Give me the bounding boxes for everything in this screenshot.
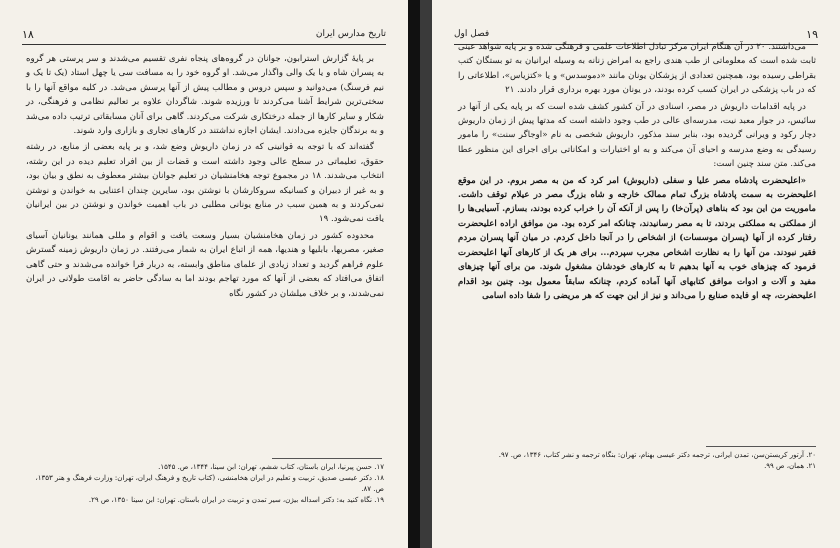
footnote: ۲۱. همان، ص ۹۹. xyxy=(764,462,816,470)
running-title: تاریخ مدارس ایران xyxy=(315,29,386,39)
left-book-page xyxy=(0,0,408,548)
paragraph: می‌داشتند. ۲۰ در آن هنگام ایران مرکز تبادل اطلاعات علمی و فرهنگی شده و بر پایه شواهد عینی ثابت شده است که معلوماتی از طب هندی راجع به امراض زنانه به وسیله ایرانیان به تو بستگان کتب بقراطی رسیده بود، همچنین تعدادی از پزشکان یونان مانند «دموسدس» و یا «کتزیاس»، اطلاعاتی را که در باب پزشکی در ایران کسب کرده بودند، در یونان مورد بهره برداری قرار دادند. ۲۱ xyxy=(458,42,816,96)
footnote: ۱۸. دکتر عیسی صدیق، تربیت و تعلیم در ایران هخامنشی، (کتاب تاریخ و فرهنگ ایران، تهران: وزارت فرهنگ و هنر ۱۳۵۳، ص. ۸۷. xyxy=(35,474,384,493)
footnote-rule xyxy=(272,458,382,459)
right-book-page xyxy=(432,0,840,548)
footnote-rule xyxy=(706,446,816,447)
footnotes xyxy=(26,462,384,506)
paragraph: در پایه اقدامات داریوش در مصر، اسنادی در آن کشور کشف شده است که بر پایه یکی از آنها در سائیس، در جوار معبد نیت، مدرسه‌ای عالی در طب وجود داشته است که مدتها پیش از زمان داریوش دچار رکود و ویرانی گردیده بود، بنابر سند مذکور، داریوش شخصی به نام «اوجاگر سنت» را مامور رسیدگی به وضع مدرسه و احیای آن می‌کند و به او اختیارات و امکاناتی برای اجرای این منظور عطا می‌کند. متن سند چنین است: xyxy=(458,101,816,170)
running-header xyxy=(22,28,386,44)
footnotes xyxy=(458,450,816,472)
running-title: فصل اول xyxy=(454,29,490,39)
quoted-document: «اعلیحضرت پادشاه مصر علیا و سفلی (داریوش) امر کرد که من به مصر بروم. در این موقع اعلیحضرت به سمت پادشاه بزرگ تمام ممالک خارجه و شاه بزرگ مصر در عیلام توقف داشت. ماموریت من این بود که بناهای (پرآن‌خا) را پس از آنکه آن را خراب کرده بودند، بسازم. آسیایی‌ها را از مملکتی به مملکتی بردند، تا به مصر رسانیدند، چنانکه امر کرده بود. من موافق اراده اعلیحضرت رفتار کرده از آنها (پسران موسسات) از اشخاص را در آنجا داخل کردم. در میان آنها پسران مردم فقیر نبودند. من آنها را به نظارت اشخاص مجرب سپردم... برای هر یک از کارهای آنها اعلیحضرت فرمود که چیزهای خوب به آنها بدهیم تا به کارهای خودشان مشغول شوند. من برای آنها چیزهای مفید و آلات و ادوات موافق کتابهای آنها آماده کردم، چنانکه سابقاً معمول بود. چنین بود اقدام اعلیحضرت، چه او فایده صنایع را می‌داند و نیز از این جهت که هر مریضی را شفا داده اسامی xyxy=(458,175,816,301)
paragraph: بر پایهٔ گزارش استرابون، جوانان در گروه‌های پنجاه نفری تقسیم می‌شدند و سر پرستی هر گروه به پسران شاه و یا یک والی واگذار می‌شد. او گروه خود را به مسافت سی یا چهل استاد (یک تا یک و نیم فرسنگ) می‌دوانید و سپس دروس و مطالب پیش از آنها پرسش می‌شد. در کلیه مواقع آنها را با سختی‌ترین شرایط آشنا می‌کردند تا ورزیده شوند. شاگردان علاوه بر تعالیم نظامی و فرهنگی، در شکار و سایر کارها از جمله درختکاری شرکت می‌کردند. گاهی برای آنان مسابقاتی ترتیب داده می‌شد و به برندگان جایزه می‌دادند. ایشان اجازه نداشتند در کارهای تجاری و بازاری وارد شوند. xyxy=(26,54,384,137)
footnote: ۱۹. نگاه کنید به: دکتر اسداله بیژن، سیر تمدن و تربیت در ایران باستان. تهران: ابن سینا ۱۳۵۰، ص ۲۹. xyxy=(88,496,384,504)
header-rule xyxy=(22,44,386,45)
book-spine-shadow xyxy=(408,0,420,548)
paragraph: گفته‌اند که با توجه به قوانینی که در زمان داریوش وضع شد، و بر پایه بعضی از منابع، در رشته حقوق، تعلیماتی در سطح عالی وجود داشته است و قضات از بین افراد تعلیم دیده در این رشته، انتخاب می‌شدند. ۱۸ در مجموع توجه هخامنشیان در تعلیم جوانان بیشتر معطوف به نطق و بیان بود، و به غیر از دبیران و کسانیکه سروکارشان با نوشتن بود، سایرین چندان اعتنایی به خواندن و نوشتن نمی‌کردند و به همین سبب در منابع یونانی مطلبی در باب اهمیت خواندن و نوشتن در بین ایرانیان یافت نمی‌شود. ۱۹ xyxy=(26,142,384,225)
paragraph: محدوده کشور در زمان هخامنشیان بسیار وسعت یافت و اقوام و مللی همانند یونانیان آسیای صغیر، مصریها، بابلیها و هندیها، همه از اتباع ایران به شمار می‌رفتند. در زمان داریوش زمینه گسترش علوم فراهم گردید و تعداد زیادی از علمای مناطق وابسته، به دربار فرا خوانده می‌شدند و حتی گاهی اتفاق می‌افتاد که بعضی از آنها که مورد تهاجم بودند اما به سادگی حاضر به اقامت طولانی در ایران نمی‌شدند، و بر خلاف میلشان در کشور نگاه xyxy=(26,230,384,299)
footnote: ۱۷. حسن پیرنیا، ایران باستان، کتاب ششم، تهران: ابن سینا، ۱۳۴۴، ص. ۱۵۴۵. xyxy=(158,463,384,471)
book-spine-gutter xyxy=(420,0,432,548)
body-text xyxy=(26,52,384,303)
footnote: ۲۰. آرتور کریستن‌سن، تمدن ایرانی، ترجمه دکتر عیسی بهنام، تهران: بنگاه ترجمه و نشر کتاب، ۱۳۴۶، ص. ۹۷. xyxy=(498,451,816,459)
page-number: ۱۸ xyxy=(22,28,34,41)
body-text xyxy=(458,40,816,305)
page-number: ۱۹ xyxy=(806,28,818,41)
